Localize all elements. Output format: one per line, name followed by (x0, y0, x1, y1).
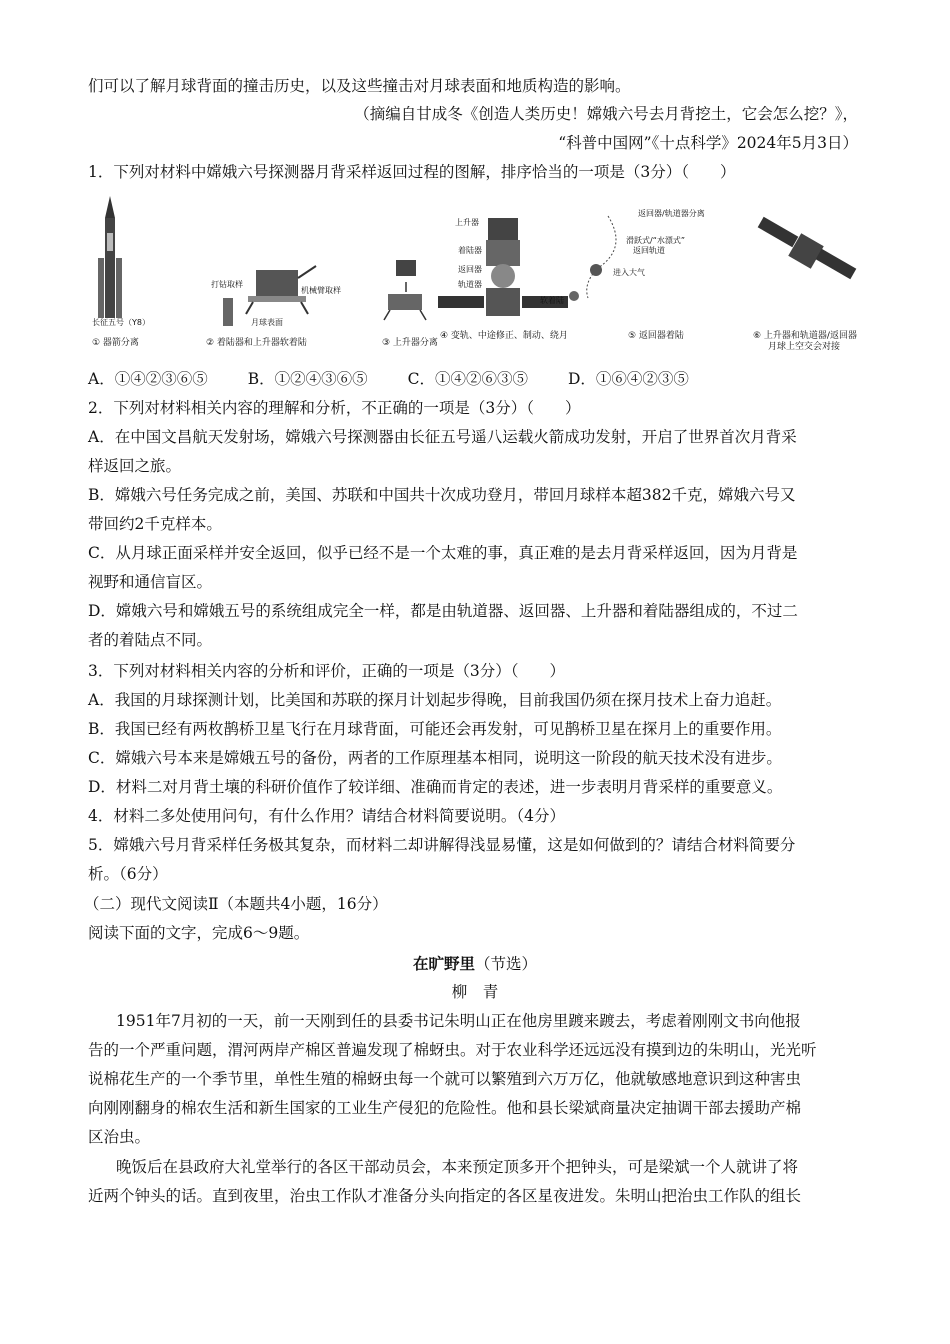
rocket-label: 长征五号（Y8） (92, 318, 150, 327)
caption-1: ① 器箭分离 (92, 338, 139, 348)
q2-option-a: A．在中国文昌航天发射场，嫦娥六号探测器由长征五号遥八运载火箭成功发射，开启了世界首次月背采 (88, 428, 797, 446)
option-a: A．①④②③⑥⑤ (88, 370, 208, 388)
return-trajectory-image (569, 216, 616, 301)
caption-2: ② 着陆器和上升器软着陆 (206, 338, 307, 348)
ascender-image (384, 260, 426, 320)
paragraph-1-line: 说棉花生产的一个季节里，单性生殖的棉蚜虫每一个就可以繁殖到六万万亿，他就敏感地意识到这种害虫 (88, 1070, 802, 1088)
section-2-instruction: 阅读下面的文字，完成6～9题。 (88, 924, 310, 942)
question-1-options (88, 369, 729, 389)
return-orbit-label: 返回轨道 (633, 246, 665, 255)
q2-option-c: C．从月球正面采样并安全返回，似乎已经不是一个太难的事，真正难的是去月背采样返回，因为月背是 (88, 544, 798, 562)
article-title-text: 在旷野里 (412, 954, 475, 973)
paragraph-2: 晚饭后在县政府大礼堂举行的各区干部动员会，本来预定顶多开个把钟头，可是梁斌一个人就讲了将 (116, 1158, 799, 1176)
soft-landing-label: 软着陆 (540, 296, 564, 305)
caption-6b: 月球上空交会对接 (768, 342, 841, 352)
q2-option-c-cont: 视野和通信盲区。 (88, 573, 213, 591)
paragraph-1-line: 告的一个严重问题，渭河两岸产棉区普遍发现了棉蚜虫。对于农业科学还远远没有摸到边的朱明山，光光听 (88, 1041, 817, 1059)
article-author: 柳 青 (451, 983, 499, 1001)
ascender-label: 上升器 (455, 218, 479, 227)
q2-option-b: B．嫦娥六号任务完成之前，美国、苏联和中国共十次成功登月，带回月球样本超382千克，嫦娥六号又 (88, 486, 796, 504)
mission-process-figure (88, 188, 863, 358)
text-line: 们可以了解月球背面的撞击历史，以及这些撞击对月球表面和地质构造的影响。 (88, 77, 631, 95)
caption-5: ⑤ 返回器着陆 (628, 331, 684, 341)
section-2-heading: （二）现代文阅读Ⅱ（本题共4小题，16分） (84, 895, 388, 913)
q2-option-b-cont: 带回约2千克样本。 (88, 515, 222, 533)
lander-image (223, 266, 316, 326)
article-title (0, 954, 950, 974)
q2-option-a-cont: 样返回之旅。 (88, 457, 182, 475)
paragraph-1-line: 区治虫。 (88, 1128, 151, 1146)
caption-3: ③ 上升器分离 (382, 338, 438, 348)
orbiter-label: 轨道器 (458, 280, 482, 289)
arm-label: 机械臂取样 (301, 286, 341, 295)
surface-label: 月球表面 (251, 318, 283, 327)
option-d: D．①⑥④②③⑤ (567, 370, 689, 388)
q2-option-d-cont: 者的着陆点不同。 (88, 631, 213, 649)
entry-label: 进入大气 (613, 268, 645, 277)
question-1: 1．下列对材料中嫦娥六号探测器月背采样返回过程的图解，排序恰当的一项是（3分）（ ） (88, 163, 736, 181)
rocket-image (98, 196, 122, 318)
lander-label: 着陆器 (458, 246, 482, 255)
skip-return-label: 滑跃式/“水漂式” (626, 236, 685, 245)
caption-4: ④ 变轨、中途修正、制动、绕月 (440, 331, 568, 341)
question-5: 5．嫦娥六号月背采样任务极其复杂，而材料二却讲解得浅显易懂，这是如何做到的？请结合材料简要分 (88, 836, 796, 854)
question-3: 3．下列对材料相关内容的分析和评价，正确的一项是（3分）（ ） (88, 662, 565, 680)
q3-option-a: A．我国的月球探测计划，比美国和苏联的探月计划起步得晚，目前我国仍须在探月技术上奋力追赶。 (88, 691, 782, 709)
caption-6: ⑥ 上升器和轨道器/返回器 (753, 331, 857, 341)
docking-image (758, 217, 857, 279)
paragraph-1-line: 向刚刚翻身的棉农生活和新生国家的工业生产侵犯的危险性。他和县长梁斌商量决定抽调干部去援助产棉 (88, 1099, 802, 1117)
paragraph-1: 1951年7月初的一天，前一天刚到任的县委书记朱明山正在他房里踱来踱去，考虑着刚刚文书向他报 (116, 1012, 801, 1030)
option-c: C．①④②⑥③⑤ (407, 370, 528, 388)
drill-label: 打钻取样 (211, 280, 243, 289)
question-4: 4．材料二多处使用问句，有什么作用？请结合材料简要说明。（4分） (88, 807, 565, 825)
q2-option-d: D．嫦娥六号和嫦娥五号的系统组成完全一样，都是由轨道器、返回器、上升器和着陆器组成的，不过二 (88, 602, 798, 620)
source-citation: （摘编自甘成冬《创造人类历史！嫦娥六号去月背挖土，它会怎么挖？》， (354, 105, 858, 123)
paragraph-2-line: 近两个钟头的话。直到夜里，治虫工作队才准备分头向指定的各区星夜进发。朱明山把治虫工作队的组长 (88, 1187, 802, 1205)
source-citation: “科普中国网”《十点科学》2024年5月3日） (558, 134, 858, 152)
q3-option-b: B．我国已经有两枚鹊桥卫星飞行在月球背面，可能还会再发射，可见鹊桥卫星在探月上的重要作用。 (88, 720, 782, 738)
option-b: B．①②④③⑥⑤ (247, 370, 368, 388)
question-2: 2．下列对材料相关内容的理解和分析，不正确的一项是（3分）（ ） (88, 399, 581, 417)
returner-label: 返回器 (458, 265, 482, 274)
article-title-note: （节选） (475, 955, 538, 973)
question-5-cont: 析。（6分） (88, 865, 168, 883)
q3-option-c: C．嫦娥六号本来是嫦娥五号的备份，两者的工作原理基本相同，说明这一阶段的航天技术没有进步。 (88, 749, 782, 767)
separation-label: 返回器/轨道器分离 (638, 209, 705, 218)
q3-option-d: D．材料二对月背土壤的科研价值作了较详细、准确而肯定的表述，进一步表明月背采样的重要意义。 (88, 778, 783, 796)
